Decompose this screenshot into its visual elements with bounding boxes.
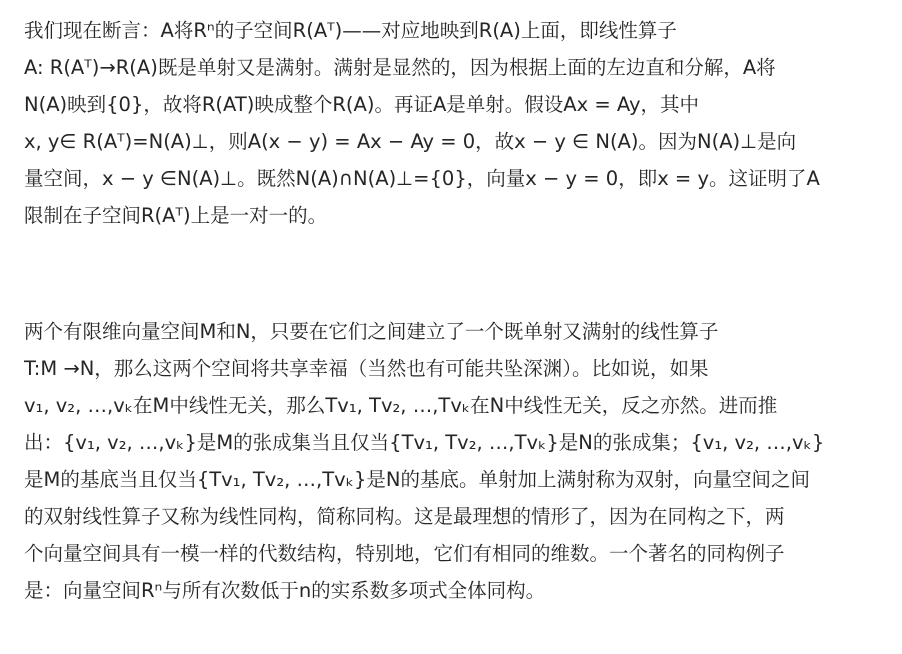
text-line: 我们现在断言：A将Rⁿ的子空间R(Aᵀ)——对应地映到R(A)上面，即线性算子 — [24, 19, 677, 42]
text-line: v₁, v₂, …,vₖ在M中线性无关，那么Tv₁, Tv₂, …,Tvₖ在N中线性无关，反之亦然。进而推 — [24, 394, 778, 417]
paragraph-linear-operator-bijection — [24, 12, 886, 234]
text-line: T:M →N，那么这两个空间将共享幸福（当然也有可能共坠深渊）。比如说，如果 — [24, 357, 709, 380]
text-line: 出：{v₁, v₂, …,vₖ}是M的张成集当且仅当{Tv₁, Tv₂, …,Tvₖ}是N的张成集；{v₁, v₂, …,vₖ} — [24, 431, 825, 454]
text-line: A: R(Aᵀ)→R(A)既是单射又是满射。满射是显然的，因为根据上面的左边直和分解，A将 — [24, 56, 776, 79]
text-line: x, y∈ R(Aᵀ)=N(A)⊥，则A(x − y) = Ax − Ay = 0，故x − y ∈ N(A)。因为N(A)⊥是向 — [24, 130, 797, 153]
text-line: 两个有限维向量空间M和N，只要在它们之间建立了一个既单射又满射的线性算子 — [24, 320, 719, 343]
paragraph-isomorphism — [24, 313, 886, 609]
text-line: N(A)映到{0}，故将R(AT)映成整个R(A)。再证A是单射。假设Ax = Ay，其中 — [24, 93, 699, 116]
text-line: 的双射线性算子又称为线性同构，简称同构。这是最理想的情形了，因为在同构之下，两 — [24, 505, 785, 528]
text-line: 量空间，x − y ∈N(A)⊥。既然N(A)∩N(A)⊥={0}，向量x − y = 0，即x = y。这证明了A — [24, 167, 820, 190]
text-line: 是：向量空间Rⁿ与所有次数低于n的实系数多项式全体同构。 — [24, 579, 546, 602]
text-line: 限制在子空间R(Aᵀ)上是一对一的。 — [24, 204, 328, 227]
text-line: 个向量空间具有一模一样的代数结构，特别地，它们有相同的维数。一个著名的同构例子 — [24, 542, 785, 565]
text-line: 是M的基底当且仅当{Tv₁, Tv₂, …,Tvₖ}是N的基底。单射加上满射称为双射，向量空间之间 — [24, 468, 811, 491]
